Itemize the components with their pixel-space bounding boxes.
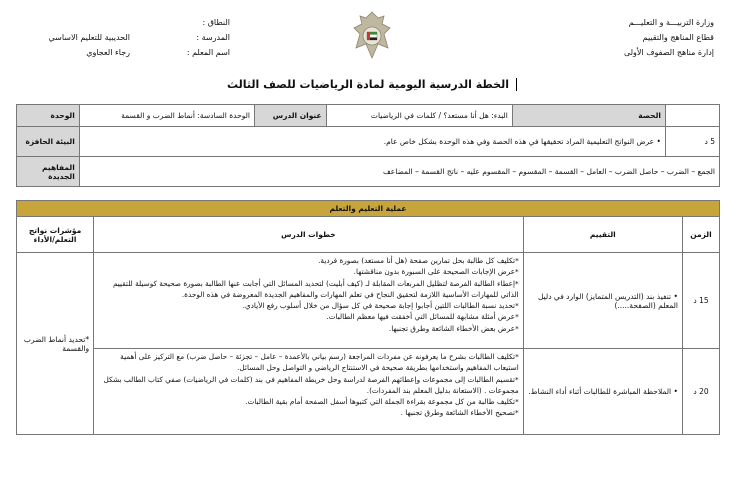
sector-name: قطاع المناهج والتقييم bbox=[642, 33, 714, 42]
steps-header: خطوات الدرس bbox=[94, 217, 524, 253]
teacher-label: اسم المعلم : bbox=[186, 48, 230, 57]
row2-step: *تقسيم الطالبات إلى مجموعات وإعطائهم الفرصة لدراسة وحل خريطة المفاهيم في بند (كلمات في الرياضيات) صفي كتاب الطالب بشكل bbox=[103, 374, 519, 384]
section-title: عملية التعليم والتعلم bbox=[17, 201, 720, 217]
row1-step: *عرض الإجابات الصحيحة على السبورة بدون مناقشتها. bbox=[353, 267, 519, 277]
concepts-label: المفاهيم الجديدة bbox=[17, 157, 80, 187]
school-label: المدرسة : bbox=[196, 33, 230, 42]
row2-time: 20 د bbox=[682, 349, 719, 435]
row2-assessment: • الملاحظة المباشرة للطالبات أثناء أداء النشاط. bbox=[523, 349, 682, 435]
row1-assessment: • تنفيذ بند (التدريس المتمايز) الوارد في دليل المعلم (الصفحة.....) bbox=[523, 253, 682, 349]
row1-step: *تحديد نسبة الطالبات اللتين أجابوا إجابة صحيحة في كل سؤال من خلال أسلوب رفع الأيادي. bbox=[242, 301, 519, 311]
assessment-header: التقييم bbox=[523, 217, 682, 253]
uae-emblem bbox=[348, 8, 396, 68]
lesson-info-table bbox=[16, 104, 720, 187]
row1-time: 15 د bbox=[682, 253, 719, 349]
hook-label: البيئة الحافزة bbox=[17, 127, 80, 157]
department-name: إدارة مناهج الصفوف الأولى bbox=[623, 48, 714, 57]
row1-step: *إعطاء الطالبة الفرصة لتظليل المربعات المقابلة لـ (كيف أبليت) لتحديد المسائل التي أجابت عنها الطالبة بصورة صحيحة كوسيلة للتقييم bbox=[112, 278, 519, 288]
unit-label: الوحدة bbox=[17, 105, 80, 127]
ministry-header bbox=[494, 18, 714, 63]
row1-assessment-text: تنفيذ بند (التدريس المتمايز) الوارد في دليل المعلم (الصفحة.....) bbox=[537, 291, 678, 310]
lesson-label: عنوان الدرس bbox=[254, 105, 326, 127]
school-value: الحديبية للتعليم الاساسي bbox=[48, 33, 130, 42]
row2-step: استيعاب المفاهيم واستخدامها بطريقة صحيحة في الاستنتاج الرياضي و التواصل وحل المسائل. bbox=[237, 363, 519, 373]
region-label: النطاق : bbox=[202, 18, 230, 27]
row2-step: *تصحيح الأخطاء الشائعة وطرق تجنبها . bbox=[400, 408, 519, 418]
row2-step: مجموعات . (الاستعانة بدليل المعلم بند المفردات). bbox=[366, 385, 519, 395]
row1-step: *عرض بعض الأخطاء الشائعة وطرق تجنبها. bbox=[388, 323, 519, 333]
hook-value: • عرض النواتج التعليمية المراد تحقيقها في هذه الحصة وفي هذه الوحدة بشكل خاص عام. bbox=[79, 127, 665, 157]
row1-step: *تكليف كل طالبة بحل تمارين صفحة (هل أنا مستعد) بصورة فردية. bbox=[318, 256, 519, 265]
hook-text: عرض النواتج التعليمية المراد تحقيقها في هذه الحصة وفي هذه الوحدة بشكل خاص عام. bbox=[383, 137, 655, 146]
unit-value: الوحدة السادسة: أنماط الضرب و القسمة bbox=[79, 105, 254, 127]
process-table bbox=[16, 200, 720, 435]
lesson-value: البدء: هل أنا مستعد؟ / كلمات في الرياضيات bbox=[326, 105, 512, 127]
row2-step: *تكليف الطالبات بشرح ما يعرفونه عن مفردات المراجعة (رسم بياني بالأعمدة – عامل – تجزئة – حاصل ضرب) مع التركيز على أهمية bbox=[120, 352, 519, 361]
values-column bbox=[30, 33, 130, 63]
time-header: الزمن bbox=[682, 217, 719, 253]
concepts-value: الجمع – الضرب – حاصل الضرب – العامل – القسمة – المقسوم – المقسوم عليه – ناتج القسمة – المضاعف bbox=[79, 157, 719, 187]
page-title: الخطة الدرسية اليومية لمادة الرياضيات للصف الثالث bbox=[220, 78, 517, 91]
teacher-value: رجاء العجاوي bbox=[86, 48, 130, 57]
row1-step: *عرض أمثلة مشابهة للمسائل التي أخفقت فيها معظم الطالبات. bbox=[326, 312, 519, 322]
period-label: الحصة bbox=[512, 105, 665, 127]
hook-time: 5 د bbox=[665, 127, 719, 157]
row1-step: الذاتي للمهارات الأساسية اللازمة لتحقيق النجاح في تعلم المهارات والمفاهيم الجديدة المعروضة في هذه الوحدة. bbox=[181, 289, 519, 299]
row2-steps-cell bbox=[94, 349, 524, 435]
row1-steps-cell bbox=[94, 253, 524, 349]
period-value bbox=[665, 105, 719, 127]
ministry-name: وزارة التربيـــة و التعليـــم bbox=[628, 18, 714, 27]
labels-column bbox=[120, 18, 230, 63]
row2-step: *تكليف طالبة من كل مجموعة بقراءة الجملة التي كتبوها أسفل الصفحة أمام بقية الطالبات. bbox=[245, 397, 519, 407]
row2-assessment-text: الملاحظة المباشرة للطالبات أثناء أداء النشاط. bbox=[528, 387, 672, 396]
indicators-header: مؤشرات نواتج التعلم/الأداء bbox=[17, 217, 94, 253]
indicator-cell: *تحديد أنماط الضرب والقسمة bbox=[17, 253, 94, 435]
